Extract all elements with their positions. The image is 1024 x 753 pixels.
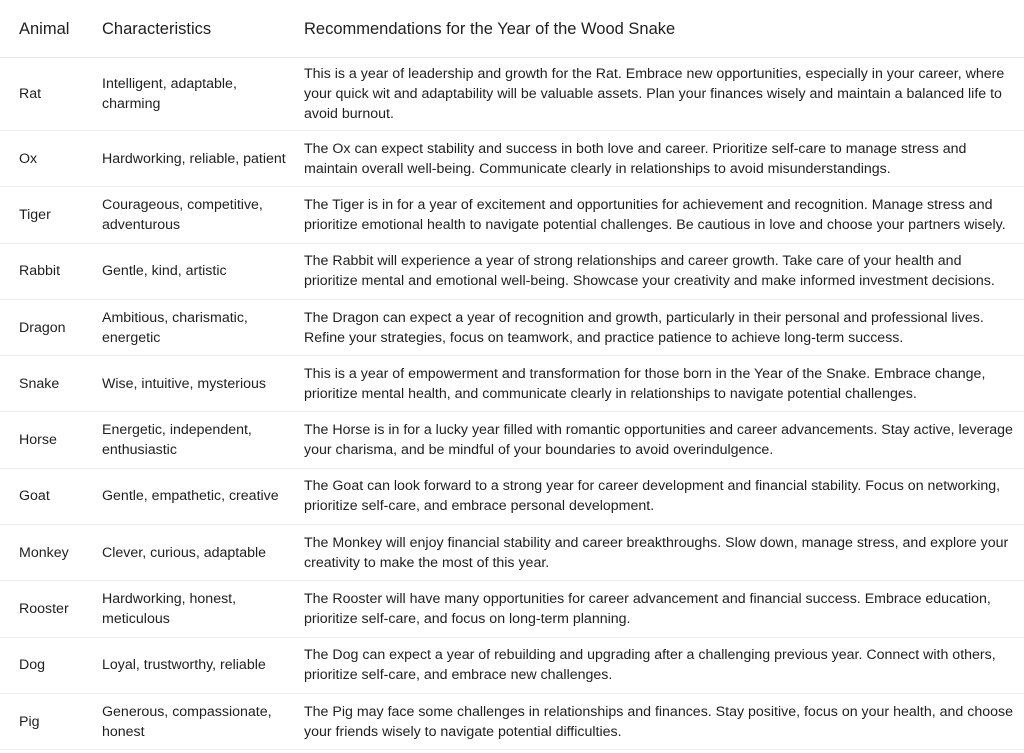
characteristics-cell: Gentle, kind, artistic <box>102 263 227 280</box>
characteristics-cell: Wise, intuitive, mysterious <box>102 375 266 392</box>
characteristics-cell: Hardworking, honest, meticulous <box>102 591 237 628</box>
characteristics-cell: Intelligent, adaptable, charming <box>102 76 237 112</box>
animal-cell: Goat <box>19 488 50 505</box>
table-row <box>0 638 1024 694</box>
recommendation-cell: The Goat can look forward to a strong year for career development and financial stability. Focus on networking, prioritize self-care, and embrace personal development. <box>304 478 1001 515</box>
recommendation-cell: This is a year of leadership and growth for the Rat. Embrace new opportunities, especially in your career, where your quick wit and adaptability will be valuable assets. Plan your finances wisely and maintain a balanced life to avoid burnout. <box>304 66 1005 122</box>
characteristics-cell: Energetic, independent, enthusiastic <box>102 422 252 459</box>
recommendation-cell: The Tiger is in for a year of excitement and opportunities for achievement and recognition. Manage stress and prioritize emotional health to navigate potential challenges. Be cautious in love and choose your partners wisely. <box>304 196 1006 233</box>
characteristics-cell: Loyal, trustworthy, reliable <box>102 657 266 674</box>
header-characteristics: Characteristics <box>102 19 212 38</box>
animal-cell: Rabbit <box>19 263 61 280</box>
animal-cell: Monkey <box>19 544 69 561</box>
animal-cell: Rat <box>19 86 42 102</box>
recommendation-cell: This is a year of empowerment and transformation for those born in the Year of the Snake. Embrace change, prioritize mental health, and communicate clearly in relationships to navigate potential challenges. <box>304 365 986 402</box>
header-animal: Animal <box>19 19 70 38</box>
table-row <box>0 244 1024 300</box>
table-row <box>0 412 1024 468</box>
animal-cell: Horse <box>19 432 57 449</box>
characteristics-cell: Clever, curious, adaptable <box>102 544 267 561</box>
recommendation-cell: The Rabbit will experience a year of strong relationships and career growth. Take care of your health and prioritize mental and emotional well-being. Showcase your creativity and make informed investment decisions. <box>304 253 995 290</box>
animal-cell: Pig <box>19 713 40 730</box>
table-row <box>0 469 1024 525</box>
characteristics-cell: Ambitious, charismatic, energetic <box>102 309 248 346</box>
table-row <box>0 525 1024 581</box>
table-row <box>0 187 1024 243</box>
characteristics-cell: Courageous, competitive, adventurous <box>102 196 263 233</box>
recommendation-cell: The Dragon can expect a year of recognition and growth, particularly in their personal and professional lives. Refine your strategies, focus on teamwork, and practice patience to achieve long-term success. <box>304 309 984 346</box>
recommendation-cell: The Monkey will enjoy financial stability and career breakthroughs. Slow down, manage stress, and explore your creativity to make the most of this year. <box>304 534 1009 571</box>
table-row <box>0 581 1024 637</box>
table-row <box>0 694 1024 750</box>
recommendation-cell: The Pig may face some challenges in relationships and finances. Stay positive, focus on your health, and choose your friends wisely to navigate potential difficulties. <box>304 703 1014 740</box>
animal-cell: Ox <box>19 150 38 167</box>
table-row <box>0 131 1024 187</box>
table-body <box>0 58 1024 750</box>
characteristics-cell: Gentle, empathetic, creative <box>102 488 279 505</box>
animal-cell: Rooster <box>19 601 69 618</box>
animal-cell: Snake <box>19 375 60 392</box>
characteristics-cell: Generous, compassionate, honest <box>102 703 272 740</box>
table-row <box>0 58 1024 131</box>
table-row <box>0 356 1024 412</box>
recommendation-cell: The Horse is in for a lucky year filled with romantic opportunities and career advancements. Stay active, leverage your charisma, and be mindful of your boundaries to avoid overindulgence. <box>304 422 1013 459</box>
recommendation-cell: The Ox can expect stability and success in both love and career. Prioritize self-care to manage stress and maintain overall well-being. Communicate clearly in relationships to avoid misunderstandings. <box>304 140 967 177</box>
header-recommendations: Recommendations for the Year of the Wood Snake <box>304 19 676 38</box>
animal-cell: Dog <box>19 657 46 674</box>
animal-cell: Tiger <box>19 206 51 223</box>
recommendation-cell: The Dog can expect a year of rebuilding and upgrading after a challenging previous year. Connect with others, prioritize self-care, and embrace new challenges. <box>304 647 996 684</box>
characteristics-cell: Hardworking, reliable, patient <box>102 150 286 167</box>
animal-cell: Dragon <box>19 319 66 336</box>
recommendation-cell: The Rooster will have many opportunities for career advancement and financial success. Embrace education, prioritize self-care, and focus on long-term planning. <box>304 591 991 628</box>
table-row <box>0 300 1024 356</box>
table-header <box>0 0 1024 58</box>
